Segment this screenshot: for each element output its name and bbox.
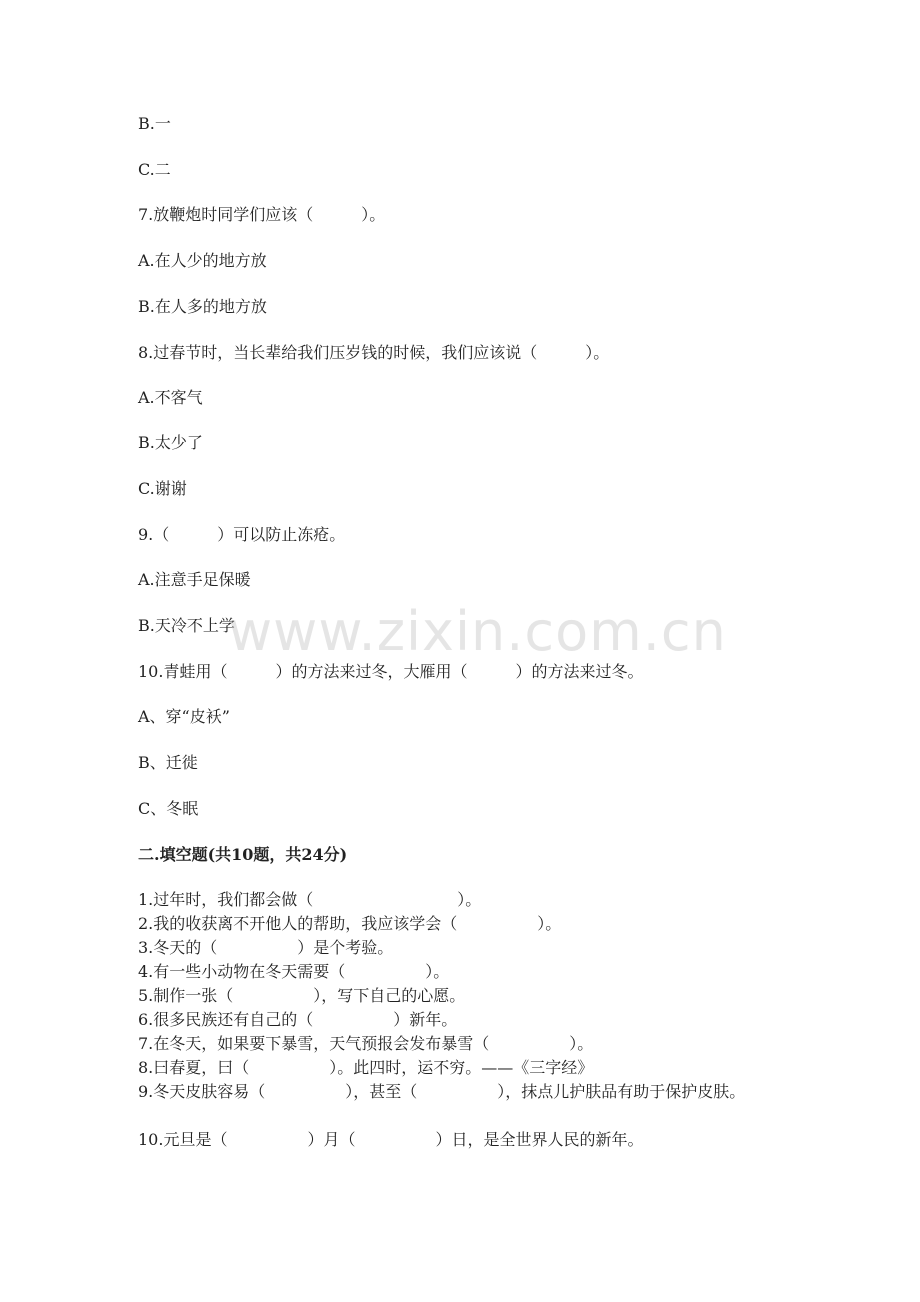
option-line: A、穿“皮袄”	[138, 707, 230, 726]
option-line: A.注意手足保暖	[138, 570, 251, 589]
fill-question: 8.曰春夏，曰（ ）。此四时，运不穷。——《三字经》	[138, 1058, 594, 1077]
watermark: www.zixin.com.cn	[228, 600, 727, 663]
fill-question: 9.冬天皮肤容易（ ），甚至（ ），抹点儿护肤品有助于保护皮肤。	[138, 1082, 746, 1101]
question-line: 9.（ ）可以防止冻疮。	[138, 525, 346, 544]
option-line: B.天冷不上学	[138, 616, 235, 635]
option-line: B.在人多的地方放	[138, 297, 267, 316]
option-line: C.二	[138, 160, 171, 179]
fill-question: 10.元旦是（ ）月（ ）日，是全世界人民的新年。	[138, 1130, 644, 1149]
fill-question: 1.过年时，我们都会做（ ）。	[138, 890, 482, 909]
question-line: 8.过春节时，当长辈给我们压岁钱的时候，我们应该说（ ）。	[138, 343, 610, 362]
fill-question: 3.冬天的（ ）是个考验。	[138, 938, 394, 957]
option-line: B.一	[138, 114, 171, 133]
option-line: B.太少了	[138, 433, 203, 452]
option-line: C.谢谢	[138, 479, 187, 498]
option-line: B、迁徙	[138, 753, 198, 772]
fill-question: 4.有一些小动物在冬天需要（ ）。	[138, 962, 450, 981]
option-line: C、冬眠	[138, 799, 199, 818]
section-title: 二.填空题(共10题，共24分)	[138, 845, 348, 864]
option-line: A.不客气	[138, 388, 203, 407]
fill-question: 6.很多民族还有自己的（ ）新年。	[138, 1010, 458, 1029]
fill-question: 7.在冬天，如果要下暴雪，天气预报会发布暴雪（ ）。	[138, 1034, 594, 1053]
question-line: 7.放鞭炮时同学们应该（ ）。	[138, 205, 386, 224]
question-line: 10.青蛙用（ ）的方法来过冬，大雁用（ ）的方法来过冬。	[138, 662, 644, 681]
fill-question: 5.制作一张（ ），写下自己的心愿。	[138, 986, 466, 1005]
fill-question: 2.我的收获离不开他人的帮助，我应该学会（ ）。	[138, 914, 562, 933]
option-line: A.在人少的地方放	[138, 251, 267, 270]
